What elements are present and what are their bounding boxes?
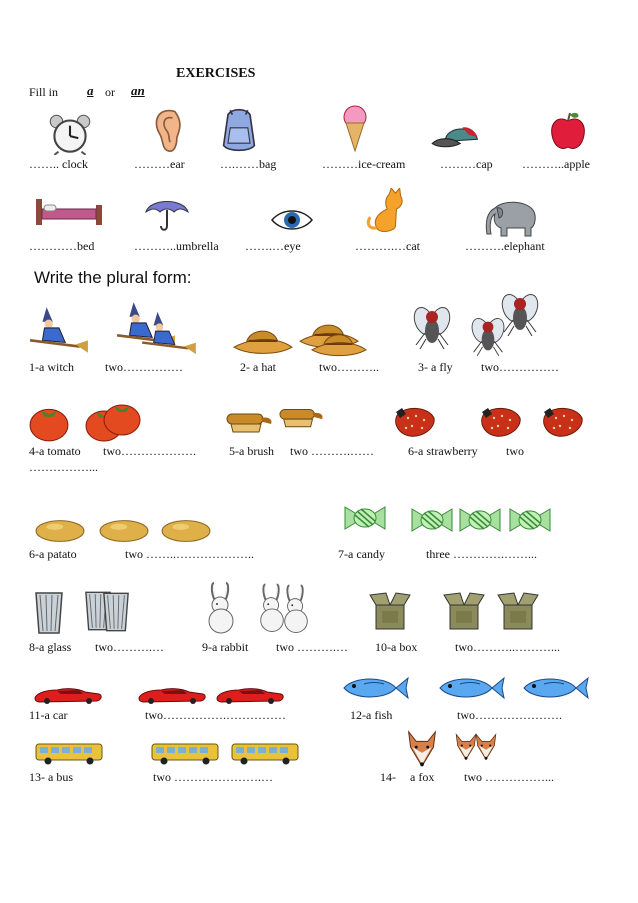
brush-icon [225,410,273,442]
blank-strawberry: two [506,444,524,458]
hat-icon [232,326,294,358]
fish-icon [520,676,590,700]
eye-icon [270,208,314,232]
blank-fox: two ……………... [464,770,554,784]
car-icon [32,686,104,704]
potato-icon [34,518,86,544]
blank-glass: two……….… [95,640,164,654]
item-strawberry: 6-a strawberry [408,444,478,458]
plural-heading: Write the plural form: [34,268,192,287]
ice-cream-icon [343,104,367,154]
blank-strawberry-cont: ……………... [29,460,98,474]
blank-clock: …….. clock [29,157,88,171]
cap-icon [430,122,484,150]
ear-icon [150,107,184,153]
blank-car: two…………….…………… [145,708,286,722]
bus-icon [230,742,300,766]
cat-icon [363,188,407,234]
clock-icon [44,113,96,155]
rabbit-icon [204,580,238,636]
option-a: a [87,83,94,98]
page-title: EXERCISES [176,66,256,81]
box-icon [496,590,540,632]
item-glass: 8-a glass [29,640,72,654]
potato-icon [98,518,150,544]
blank-rabbit: two ……….… [276,640,348,654]
blank-bag: ….……bag [220,157,277,171]
strawberry-icon [478,404,522,440]
item-bus: 13- a bus [29,770,73,784]
umbrella-icon [143,196,191,232]
witch-icon [140,310,198,356]
blank-bus: two ………………….… [153,770,273,784]
item-tomato: 4-a tomato [29,444,81,458]
tomato-icon [28,404,70,442]
car-icon [214,686,286,704]
fly-icon [500,292,540,336]
fly-icon [412,298,452,356]
blank-witch: two…………… [105,360,183,374]
apple-icon [550,110,586,152]
blank-ear: ………ear [134,157,185,171]
bus-icon [34,742,104,766]
tomato-icon [102,400,142,436]
item-witch: 1-a witch [29,360,74,374]
item-fox: a fox [410,770,435,784]
bed-icon [34,196,104,228]
candy-icon [343,503,387,533]
option-or: or [105,85,115,99]
candy-icon [508,505,552,535]
elephant-icon [482,198,544,238]
blank-hat: two……….. [319,360,379,374]
fish-icon [436,676,506,700]
blank-umbrella: ………..umbrella [134,239,219,253]
strawberry-icon [392,404,436,440]
item-brush: 5-a brush [229,444,274,458]
item-potato: 6-a patato [29,547,77,561]
brush-icon [278,404,324,438]
item-fish: 12-a fish [350,708,393,722]
fox-icon [472,728,500,766]
blank-eye: …….…eye [245,239,301,253]
option-an: an [131,83,145,98]
blank-tomato: two………………. [103,444,196,458]
fox-icon [402,728,442,770]
blank-elephant: ……….elephant [465,239,545,253]
blank-cat: ……….…cat [355,239,420,253]
candy-icon [410,505,454,535]
blank-bed: …………bed [29,239,95,253]
car-icon [136,686,208,704]
item-car: 11-a car [29,708,68,722]
box-icon [368,590,412,632]
blank-fish: two…………………. [457,708,562,722]
potato-icon [160,518,212,544]
blank-box: two………..………... [455,640,560,654]
strawberry-icon [540,404,584,440]
fish-icon [340,676,410,700]
blank-apple: ………..apple [522,157,590,171]
candy-icon [458,505,502,535]
rabbit-icon [280,582,312,636]
bag-icon [217,108,261,152]
bus-icon [150,742,220,766]
blank-candy: three ………….……... [426,547,537,561]
blank-ice-cream: ………ice-cream [322,157,406,171]
blank-brush: two ……….…… [290,444,374,458]
blank-cap: ………cap [440,157,493,171]
glass-icon [34,590,64,636]
item-fly: 3- a fly [418,360,453,374]
hat-icon [310,330,368,360]
witch-icon [28,305,90,355]
fill-in-label: Fill in [29,85,59,99]
blank-fly: two…………… [481,360,559,374]
item-fox-number: 14- [380,770,396,784]
blank-potato: two ……..……………….. [125,547,254,561]
item-hat: 2- a hat [240,360,276,374]
box-icon [442,590,486,632]
item-rabbit: 9-a rabbit [202,640,249,654]
item-box: 10-a box [375,640,418,654]
glass-icon [102,590,130,634]
item-candy: 7-a candy [338,547,385,561]
